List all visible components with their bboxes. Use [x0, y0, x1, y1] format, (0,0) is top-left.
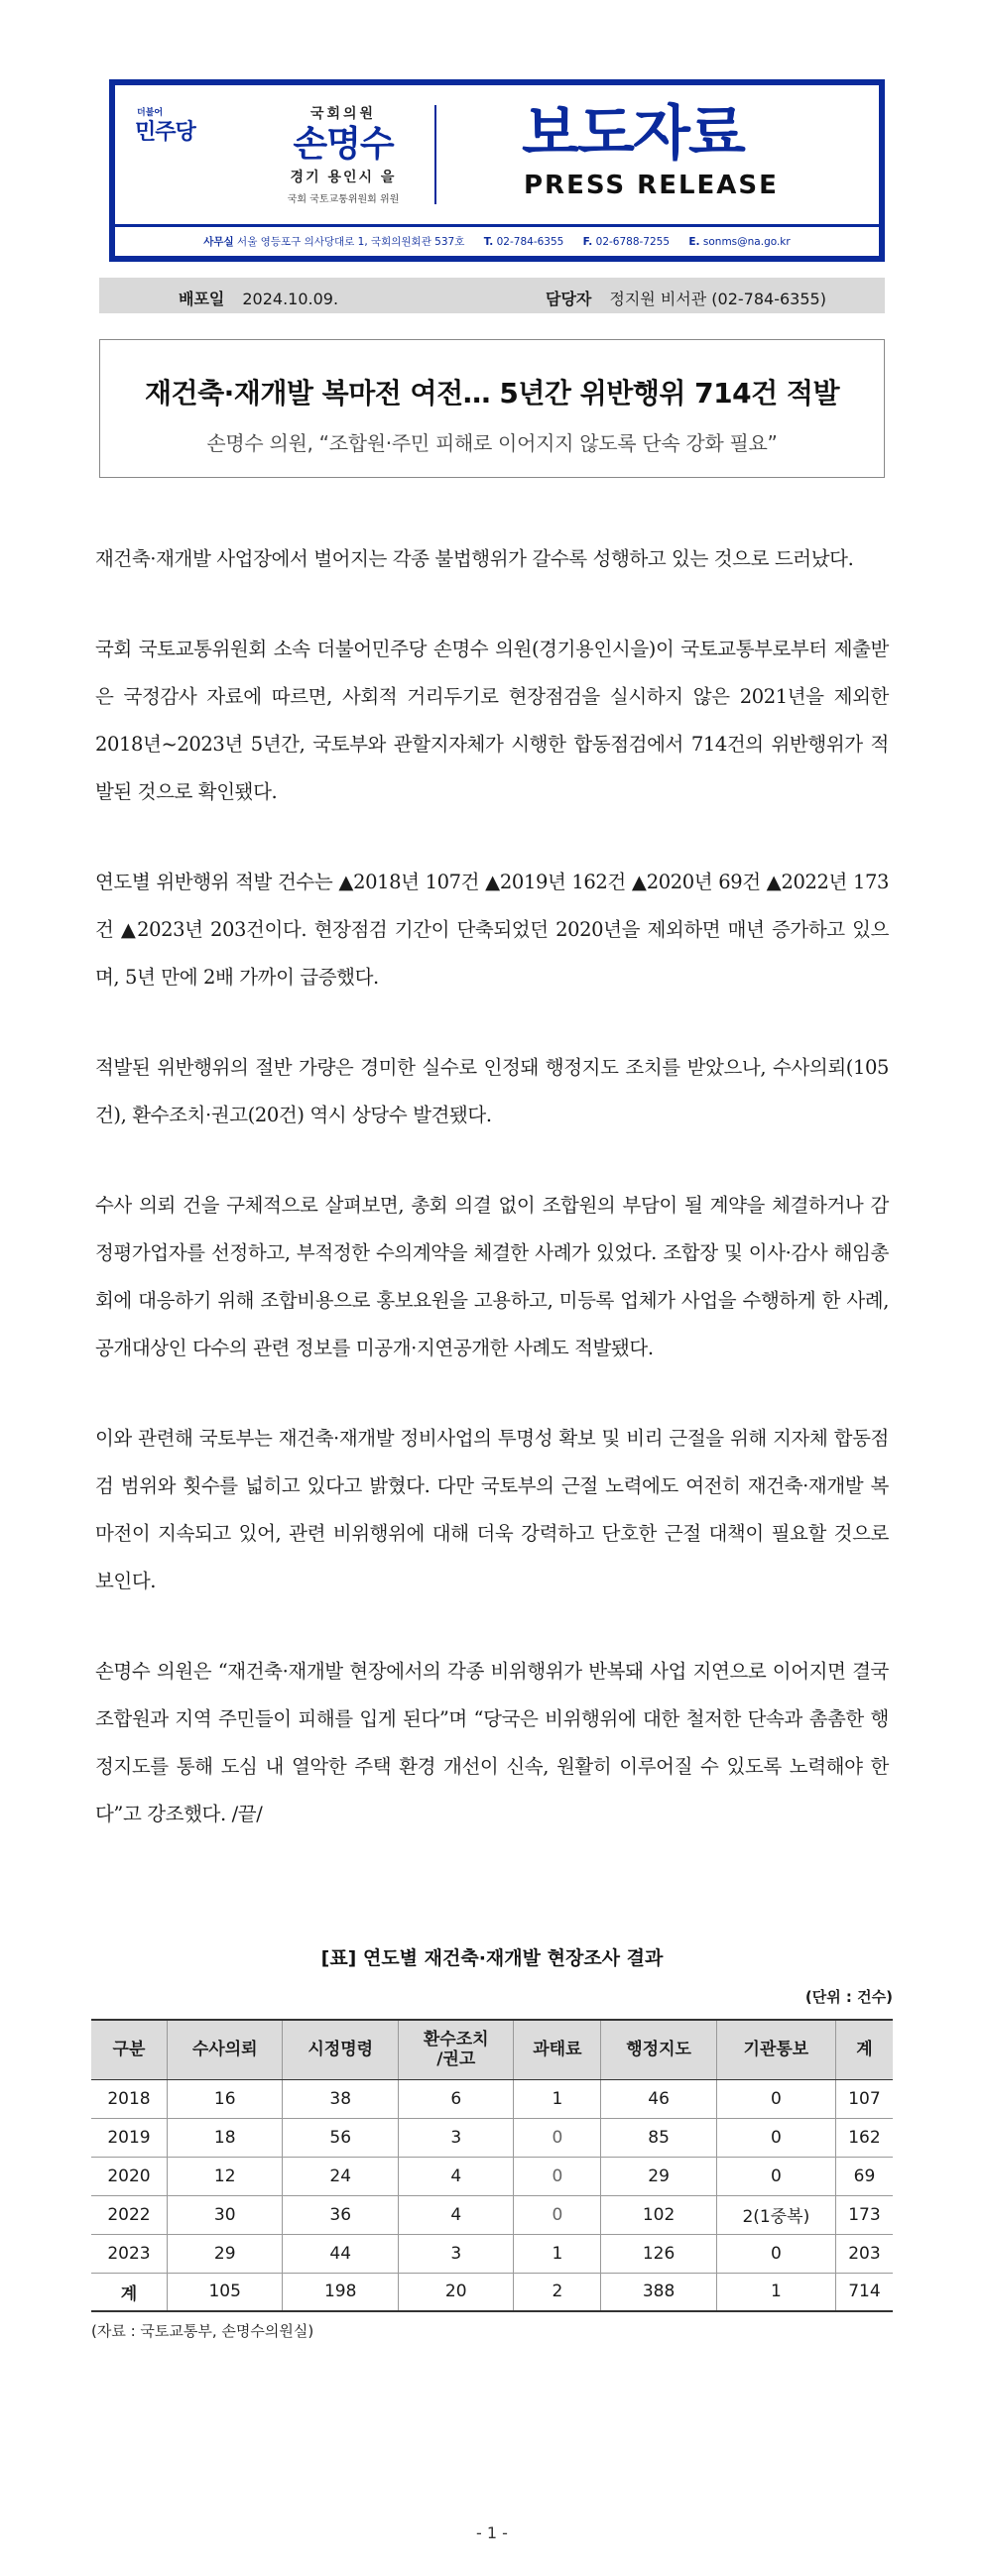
table-header-cell: 과태료: [514, 2020, 601, 2079]
mp-info: [264, 103, 423, 205]
table-unit: (단위 : 건수): [804, 1988, 893, 2006]
table-cell: 0: [514, 2118, 601, 2157]
mp-role: 국회의원: [309, 106, 377, 122]
table-cell: 56: [283, 2118, 399, 2157]
table-cell: 20: [398, 2273, 514, 2311]
table-cell: 16: [167, 2079, 283, 2118]
table-cell: 44: [283, 2234, 399, 2273]
results-table-section: [91, 1943, 893, 2341]
table-cell: 29: [601, 2157, 717, 2195]
table-cell: 4: [398, 2157, 514, 2195]
table-cell: 2022: [91, 2195, 167, 2234]
table-cell: 1: [716, 2273, 835, 2311]
table-cell: 6: [398, 2079, 514, 2118]
fax: 02-6788-7255: [595, 236, 671, 248]
table-cell: 714: [835, 2273, 893, 2311]
paragraph: 적발된 위반행위의 절반 가량은 경미한 실수로 인정돼 행정지도 조치를 받았으나, 수사의뢰(105건), 환수조치·권고(20건) 역시 상당수 발견됐다.: [95, 1056, 889, 1126]
table-cell: 85: [601, 2118, 717, 2157]
table-cell: 69: [835, 2157, 893, 2195]
table-cell: 29: [167, 2234, 283, 2273]
table-cell: 3: [398, 2118, 514, 2157]
table-cell: 46: [601, 2079, 717, 2118]
table-cell: 203: [835, 2234, 893, 2273]
table-row: [91, 2118, 893, 2157]
paragraph: 연도별 위반행위 적발 건수는 ▲2018년 107건 ▲2019년 162건 ▲2020년 69건 ▲2022년 173건 ▲2023년 203건이다. 현장점검 기간이 단축되었던 2020년을 제외하면 매년 증가하고 있으며, 5년 만에 2배 가까이 급증했다.: [95, 871, 889, 989]
contact-bar: 사무실 서울 영등포구 의사당대로 1, 국회의원회관 537호 T. 02-784-6355 F. 02-6788-7255 E. sonms@na.go.kr: [115, 224, 879, 256]
distribution-date: 배포일 2024.10.09.: [179, 290, 339, 308]
headline: 재건축·재개발 복마전 여전… 5년간 위반행위 714건 적발: [144, 377, 840, 410]
distribution-contact: 담당자 정지원 비서관 (02-784-6355): [546, 290, 826, 308]
table-cell: 18: [167, 2118, 283, 2157]
table-header-cell: 기관통보: [716, 2020, 835, 2079]
table-cell: 105: [167, 2273, 283, 2311]
page-number: - 1 -: [476, 2523, 508, 2542]
table-cell: 2019: [91, 2118, 167, 2157]
table-cell: 126: [601, 2234, 717, 2273]
table-cell: 2020: [91, 2157, 167, 2195]
subheadline: 손명수 의원, “조합원·주민 피해로 이어지지 않도록 단속 강화 필요”: [206, 431, 778, 455]
mp-committee: 국회 국토교통위원회 위원: [287, 194, 400, 205]
table-cell: 0: [716, 2234, 835, 2273]
press-release-title-ko: 보도자료: [522, 99, 744, 169]
table-cell: 107: [835, 2079, 893, 2118]
party-logo: 더불어 민주당: [135, 108, 195, 145]
paragraph: 수사 의뢰 건을 구체적으로 살펴보면, 총회 의결 없이 조합원의 부담이 될 계약을 체결하거나 감정평가업자를 선정하고, 부적정한 수의계약을 체결한 사례가 있었다. 조합장 및 이사·감사 해임총회에 대응하기 위해 조합비용으로 홍보요원을 고용하고, 미등록 업체가 사업을 수행하게 한 사례, 공개대상인 다수의 관련 정보를 미공개·지연공개한 사례도 적발됐다.: [95, 1194, 889, 1359]
email: sonms@na.go.kr: [702, 236, 791, 248]
table-cell: 2023: [91, 2234, 167, 2273]
table-cell: 2018: [91, 2079, 167, 2118]
office-address: 서울 영등포구 의사당대로 1, 국회의원회관 537호: [237, 236, 465, 248]
table-title: [표] 연도별 재건축·재개발 현장조사 결과: [320, 1947, 664, 1969]
table-header-cell: 구분: [91, 2020, 167, 2079]
table-cell: 38: [283, 2079, 399, 2118]
table-header-cell: 수사의뢰: [167, 2020, 283, 2079]
table-row: [91, 2079, 893, 2118]
table-cell: 30: [167, 2195, 283, 2234]
table-cell: 102: [601, 2195, 717, 2234]
table-row: [91, 2234, 893, 2273]
table-cell: 388: [601, 2273, 717, 2311]
headline-box: [99, 339, 885, 478]
results-table: [91, 2019, 893, 2312]
table-cell: 0: [716, 2118, 835, 2157]
table-cell: 1: [514, 2079, 601, 2118]
table-cell: 36: [283, 2195, 399, 2234]
paragraph: 국회 국토교통위원회 소속 더불어민주당 손명수 의원(경기용인시을)이 국토교통부로부터 제출받은 국정감사 자료에 따르면, 사회적 거리두기로 현장점검을 실시하지 않은 2021년을 제외한 2018년~2023년 5년간, 국토부와 관할지자체가 시행한 합동점검에서 714건의 위반행위가 적발된 것으로 확인됐다.: [95, 638, 889, 803]
distribution-bar: [99, 278, 885, 313]
table-cell: 12: [167, 2157, 283, 2195]
tel: 02-784-6355: [496, 236, 564, 248]
press-banner: [109, 79, 885, 262]
table-cell: 198: [283, 2273, 399, 2311]
table-header-cell: 계: [835, 2020, 893, 2079]
table-cell: 162: [835, 2118, 893, 2157]
table-header-cell: 환수조치 /권고: [398, 2020, 514, 2079]
table-cell: 0: [514, 2195, 601, 2234]
table-source: (자료 : 국토교통부, 손명수의원실): [91, 2322, 314, 2340]
mp-name: 손명수: [293, 124, 394, 165]
table-cell: 계: [91, 2273, 167, 2311]
table-row: [91, 2195, 893, 2234]
table-cell: 0: [514, 2157, 601, 2195]
table-row: [91, 2273, 893, 2311]
banner-divider: [434, 105, 436, 204]
table-header-cell: 행정지도: [601, 2020, 717, 2079]
mp-district: 경기 용인시 을: [290, 170, 397, 185]
table-cell: 24: [283, 2157, 399, 2195]
table-row: [91, 2157, 893, 2195]
article-body: [95, 535, 889, 1881]
table-cell: 2: [514, 2273, 601, 2311]
table-cell: 173: [835, 2195, 893, 2234]
table-cell: 2(1중복): [716, 2195, 835, 2234]
table-cell: 0: [716, 2157, 835, 2195]
paragraph: 재건축·재개발 사업장에서 벌어지는 각종 불법행위가 갈수록 성행하고 있는 것으로 드러났다.: [95, 547, 854, 570]
paragraph: 손명수 의원은 “재건축·재개발 현장에서의 각종 비위행위가 반복돼 사업 지연으로 이어지면 결국 조합원과 지역 주민들이 피해를 입게 된다”며 “당국은 비위행위에 대한 철저한 단속과 촘촘한 행정지도를 통해 도심 내 열악한 주택 환경 개선이 신속, 원활히 이루어질 수 있도록 노력해야 한다”고 강조했다. /끝/: [95, 1660, 889, 1825]
press-release-title-en: PRESS RELEASE: [524, 171, 779, 200]
paragraph: 이와 관련해 국토부는 재건축·재개발 정비사업의 투명성 확보 및 비리 근절을 위해 지자체 합동점검 범위와 횟수를 넓히고 있다고 밝혔다. 다만 국토부의 근절 노력에도 여전히 재건축·재개발 복마전이 지속되고 있어, 관련 비위행위에 대해 더욱 강력하고 단호한 근절 대책이 필요할 것으로 보인다.: [95, 1427, 889, 1592]
table-cell: 4: [398, 2195, 514, 2234]
table-cell: 0: [716, 2079, 835, 2118]
table-header-row: [91, 2020, 893, 2079]
table-cell: 1: [514, 2234, 601, 2273]
table-cell: 3: [398, 2234, 514, 2273]
table-header-cell: 시정명령: [283, 2020, 399, 2079]
